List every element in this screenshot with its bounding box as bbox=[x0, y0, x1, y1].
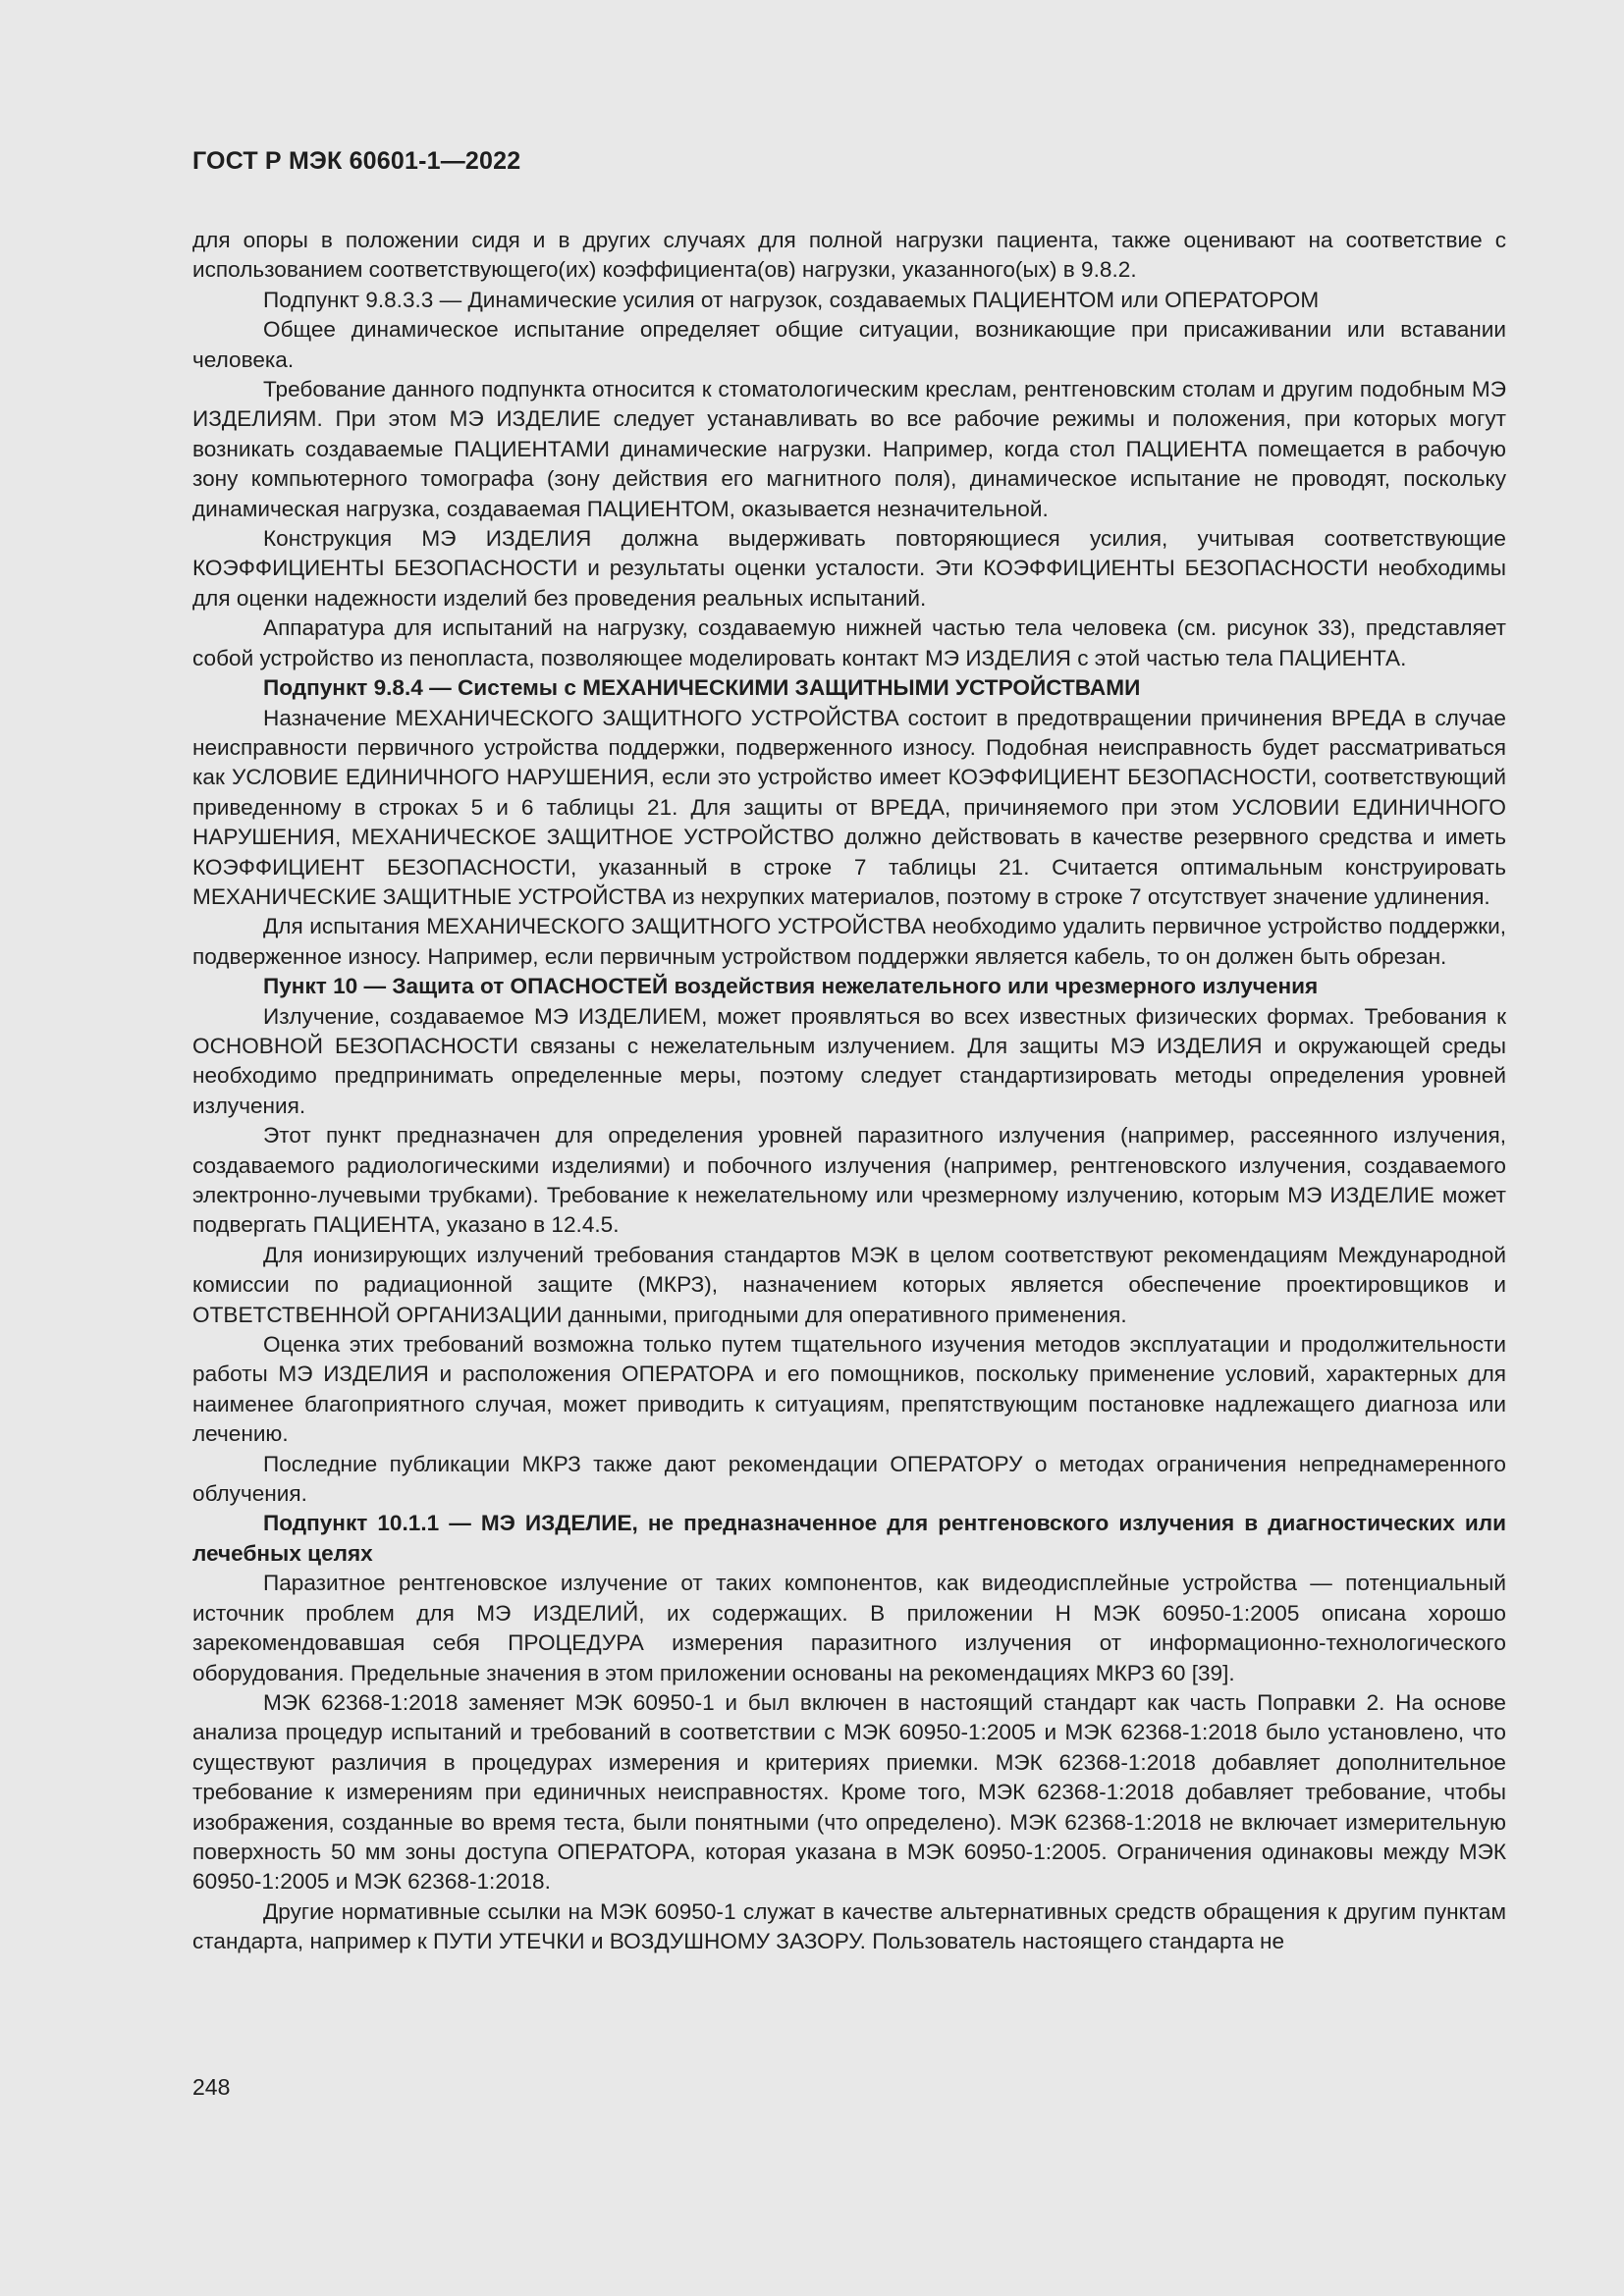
paragraph: Аппаратура для испытаний на нагрузку, создаваемую нижней частью тела человека (см. рисунок 33), представляет собой устройство из пенопласта, позволяющее моделировать контакт МЭ ИЗДЕЛИЯ с этой частью тела ПАЦИЕНТА. bbox=[192, 615, 1506, 670]
paragraph: Назначение МЕХАНИЧЕСКОГО ЗАЩИТНОГО УСТРОЙСТВА состоит в предотвращении причинения ВРЕДА в случае неисправности первичного устройства поддержки, подверженного износу. Подобная неисправность будет рассматриваться как УСЛОВИЕ ЕДИНИЧНОГО НАРУШЕНИЯ, если это устройство имеет КОЭФФИЦИЕНТ БЕЗОПАСНОСТИ, соответствующий приведенному в строках 5 и 6 таблицы 21. Для защиты от ВРЕДА, причиняемого при этом УСЛОВИИ ЕДИНИЧНОГО НАРУШЕНИЯ, МЕХАНИЧЕСКОЕ ЗАЩИТНОЕ УСТРОЙСТВО должно действовать в качестве резервного средства и иметь КОЭФФИЦИЕНТ БЕЗОПАСНОСТИ, указанный в строке 7 таблицы 21. Считается оптимальным конструировать МЕХАНИЧЕСКИЕ ЗАЩИТНЫЕ УСТРОЙСТВА из нехрупких материалов, поэтому в строке 7 отсутствует значение удлинения. bbox=[192, 705, 1506, 909]
section-heading: Пункт 10 — Защита от ОПАСНОСТЕЙ воздействия нежелательного или чрезмерного излучения bbox=[263, 974, 1319, 999]
paragraph: Этот пункт предназначен для определения уровней паразитного излучения (например, рассеянного излучения, создаваемого радиологическими изделиями) и побочного излучения (например, рентгеновского излучения, создаваемого электронно-лучевыми трубками). Требование к нежелательному или чрезмерному излучению, которым МЭ ИЗДЕЛИЕ может подвергать ПАЦИЕНТА, указано в 12.4.5. bbox=[192, 1123, 1506, 1238]
paragraph: Общее динамическое испытание определяет общие ситуации, возникающие при присаживании или вставании человека. bbox=[192, 317, 1506, 372]
document-header: ГОСТ Р МЭК 60601-1—2022 bbox=[192, 147, 521, 175]
paragraph: Оценка этих требований возможна только путем тщательного изучения методов эксплуатации и продолжительности работы МЭ ИЗДЕЛИЯ и расположения ОПЕРАТОРА и его помощников, поскольку применение условий, характерных для наименее благоприятного случая, может приводить к ситуациям, препятствующим постановке надлежащего диагноза или лечению. bbox=[192, 1332, 1506, 1447]
section-heading: Подпункт 9.8.4 — Системы с МЕХАНИЧЕСКИМИ ЗАЩИТНЫМИ УСТРОЙСТВАМИ bbox=[263, 675, 1141, 701]
paragraph: Паразитное рентгеновское излучение от таких компонентов, как видеодисплейные устройства — потенциальный источник проблем для МЭ ИЗДЕЛИЙ, их содержащих. В приложении Н МЭК 60950-1:2005 описана хорошо зарекомендовавшая себя ПРОЦЕДУРА измерения паразитного излучения от информационно-технологического оборудования. Предельные значения в этом приложении основаны на рекомендациях МКРЗ 60 [39]. bbox=[192, 1571, 1506, 1685]
paragraph: Последние публикации МКРЗ также дают рекомендации ОПЕРАТОРУ о методах ограничения непреднамеренного облучения. bbox=[192, 1451, 1506, 1507]
paragraph: Конструкция МЭ ИЗДЕЛИЯ должна выдерживать повторяющиеся усилия, учитывая соответствующие КОЭФФИЦИЕНТЫ БЕЗОПАСНОСТИ и результаты оценки усталости. Эти КОЭФФИЦИЕНТЫ БЕЗОПАСНОСТИ необходимы для оценки надежности изделий без проведения реальных испытаний. bbox=[192, 526, 1506, 611]
paragraph: Для испытания МЕХАНИЧЕСКОГО ЗАЩИТНОГО УСТРОЙСТВА необходимо удалить первичное устройство поддержки, подверженное износу. Например, если первичным устройством поддержки является кабель, то он должен быть обрезан. bbox=[192, 914, 1506, 969]
paragraph: Другие нормативные ссылки на МЭК 60950-1 служат в качестве альтернативных средств обращения к другим пунктам стандарта, например к ПУТИ УТЕЧКИ и ВОЗДУШНОМУ ЗАЗОРУ. Пользователь настоящего стандарта не bbox=[192, 1898, 1506, 1954]
page-number: 248 bbox=[192, 2074, 231, 2100]
paragraph: Излучение, создаваемое МЭ ИЗДЕЛИЕМ, может проявляться во всех известных физических формах. Требования к ОСНОВНОЙ БЕЗОПАСНОСТИ связаны с нежелательным излучением. Для защиты МЭ ИЗДЕЛИЯ и окружающей среды необходимо предпринимать определенные меры, поэтому следует стандартизировать методы определения уровней излучения. bbox=[192, 1003, 1506, 1118]
paragraph: для опоры в положении сидя и в других случаях для полной нагрузки пациента, также оценивают на соответствие с использованием соответствующего(их) коэффициента(ов) нагрузки, указанного(ых) в 9.8.2. bbox=[192, 228, 1506, 283]
paragraph: Требование данного подпункта относится к стоматологическим креслам, рентгеновским столам и другим подобным МЭ ИЗДЕЛИЯМ. При этом МЭ ИЗДЕЛИЕ следует устанавливать во все рабочие режимы и положения, при которых могут возникать создаваемые ПАЦИЕНТАМИ динамические нагрузки. Например, когда стол ПАЦИЕНТА помещается в рабочую зону компьютерного томографа (зону действия его магнитного поля), динамическое испытание не проводят, поскольку динамическая нагрузка, создаваемая ПАЦИЕНТОМ, оказывается незначительной. bbox=[192, 377, 1506, 521]
paragraph: Для ионизирующих излучений требования стандартов МЭК в целом соответствуют рекомендациям Международной комиссии по радиационной защите (МКРЗ), назначением которых является обеспечение проектировщиков и ОТВЕТСТВЕННОЙ ОРГАНИЗАЦИИ данными, пригодными для оперативного применения. bbox=[192, 1242, 1506, 1327]
section-heading: Подпункт 10.1.1 — МЭ ИЗДЕЛИЕ, не предназначенное для рентгеновского излучения в диагностических или лечебных целях bbox=[192, 1511, 1506, 1566]
paragraph: МЭК 62368-1:2018 заменяет МЭК 60950-1 и был включен в настоящий стандарт как часть Поправки 2. На основе анализа процедур испытаний и требований в соответствии с МЭК 60950-1:2005 и МЭК 62368-1:2018 было установлено, что существуют различия в процедурах измерения и критериях приемки. МЭК 62368-1:2018 добавляет дополнительное требование к измерениям при единичных неисправностях. Кроме того, МЭК 62368-1:2018 добавляет требование, чтобы изображения, созданные во время теста, были понятными (что определено). МЭК 62368-1:2018 не включает измерительную поверхность 50 мм зоны доступа ОПЕРАТОРА, которая указана в МЭК 60950-1:2005. Ограничения одинаковы между МЭК 60950-1:2005 и МЭК 62368-1:2018. bbox=[192, 1689, 1506, 1895]
paragraph: Подпункт 9.8.3.3 — Динамические усилия от нагрузок, создаваемых ПАЦИЕНТОМ или ОПЕРАТОРОМ bbox=[263, 287, 1320, 312]
document-body bbox=[192, 226, 1506, 1957]
